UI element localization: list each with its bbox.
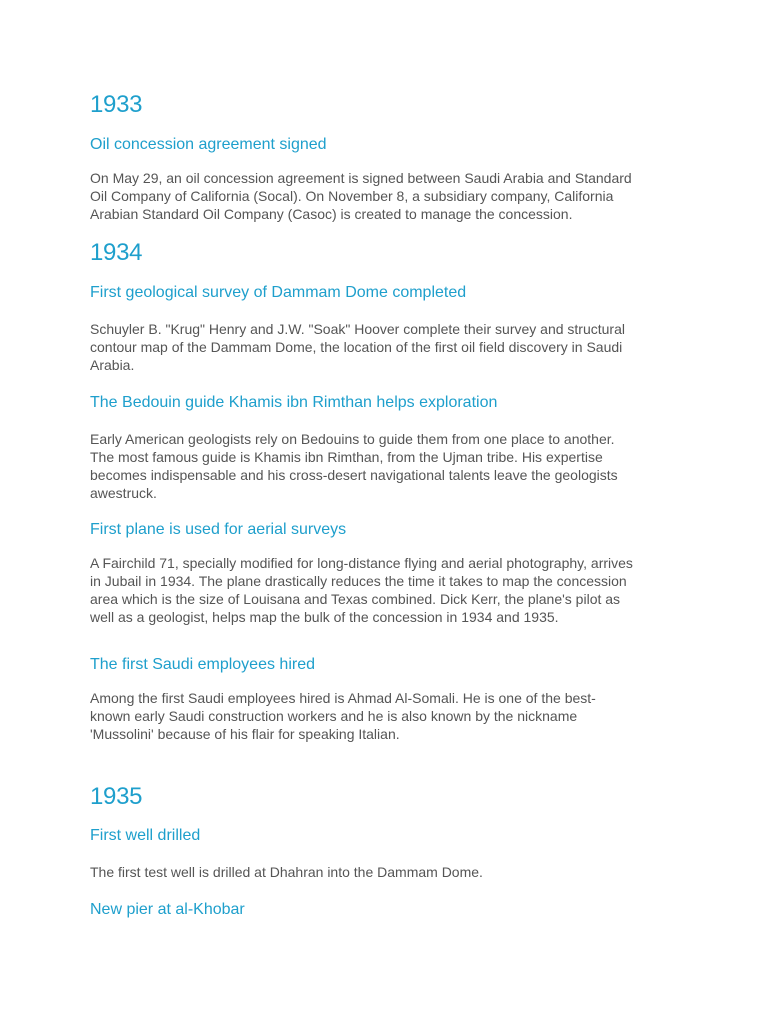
body-line: Arabian Standard Oil Company (Casoc) is created to manage the concession. <box>90 206 573 222</box>
entry-body-oil-concession <box>90 169 690 223</box>
entry-heading-aerial-surveys: First plane is used for aerial surveys <box>90 521 347 538</box>
body-line: Schuyler B. "Krug" Henry and J.W. "Soak" Hoover complete their survey and structural <box>90 321 625 337</box>
body-line: Early American geologists rely on Bedouins to guide them from one place to another. <box>90 431 615 447</box>
body-line: well as a geologist, helps map the bulk of the concession in 1934 and 1935. <box>90 609 559 625</box>
year-heading-1934: 1934 <box>90 239 143 266</box>
entry-heading-new-pier: New pier at al-Khobar <box>90 901 245 918</box>
body-line: awestruck. <box>90 485 157 501</box>
body-line: Among the first Saudi employees hired is Ahmad Al-Somali. He is one of the best- <box>90 690 596 706</box>
year-heading-1935: 1935 <box>90 783 143 810</box>
body-line: in Jubail in 1934. The plane drastically reduces the time it takes to map the concession <box>90 573 627 589</box>
entry-heading-oil-concession: Oil concession agreement signed <box>90 136 327 153</box>
year-heading-1933: 1933 <box>90 91 143 118</box>
entry-body-first-saudi-employees <box>90 689 690 743</box>
entry-heading-first-well: First well drilled <box>90 827 201 844</box>
body-line: A Fairchild 71, specially modified for long-distance flying and aerial photography, arrives <box>90 555 633 571</box>
entry-heading-bedouin-guide: The Bedouin guide Khamis ibn Rimthan helps exploration <box>90 394 498 411</box>
body-line: On May 29, an oil concession agreement is signed between Saudi Arabia and Standard <box>90 170 632 186</box>
entry-body-geological-survey <box>90 320 690 374</box>
entry-body-bedouin-guide <box>90 430 690 502</box>
body-line: Oil Company of California (Socal). On November 8, a subsidiary company, California <box>90 188 614 204</box>
entry-body-first-well <box>90 863 690 881</box>
entry-body-aerial-surveys <box>90 554 690 626</box>
body-line: becomes indispensable and his cross-desert navigational talents leave the geologists <box>90 467 618 483</box>
body-line: 'Mussolini' because of his flair for speaking Italian. <box>90 726 400 742</box>
body-line: Arabia. <box>90 357 135 373</box>
entry-heading-first-saudi-employees: The first Saudi employees hired <box>90 656 315 673</box>
body-line: The first test well is drilled at Dhahran into the Dammam Dome. <box>90 864 483 880</box>
body-line: contour map of the Dammam Dome, the location of the first oil field discovery in Saudi <box>90 339 623 355</box>
entry-heading-geological-survey: First geological survey of Dammam Dome completed <box>90 284 467 301</box>
body-line: area which is the size of Louisana and Texas combined. Dick Kerr, the plane's pilot as <box>90 591 621 607</box>
body-line: known early Saudi construction workers and he is also known by the nickname <box>90 708 578 724</box>
body-line: The most famous guide is Khamis ibn Rimthan, from the Ujman tribe. His expertise <box>90 449 603 465</box>
